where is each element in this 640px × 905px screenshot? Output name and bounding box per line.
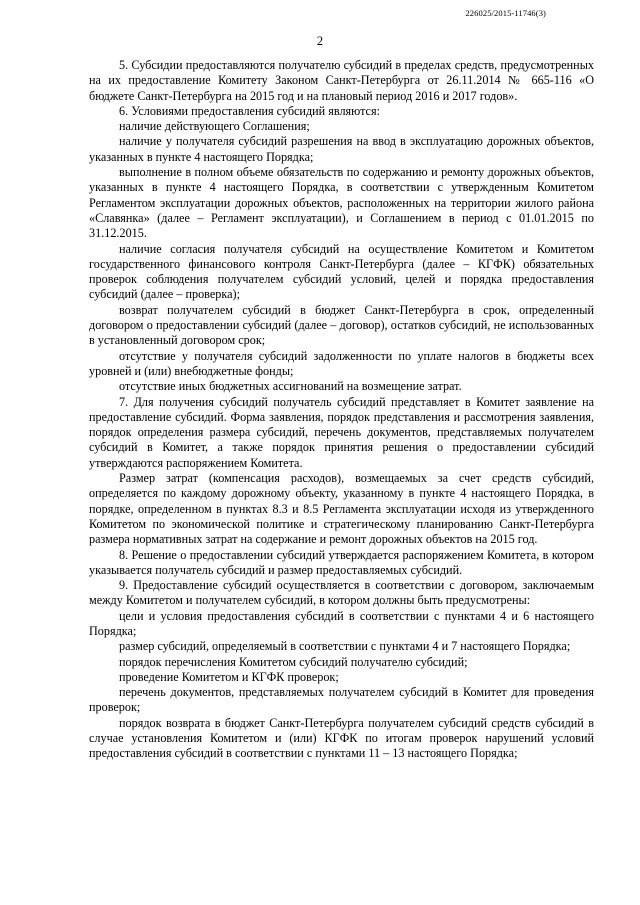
paragraph: 5. Субсидии предоставляются получателю субсидий в пределах средств, предусмотренных на их предоставление Комитету Законом Санкт-Петербурга от 26.11.2014 № 665-116 «О бюджете Санкт-Петербурга на 2015 год и на плановый период 2016 и 2017 годов». — [89, 58, 594, 103]
paragraph: возврат получателем субсидий в бюджет Санкт-Петербурга в срок, определенный договором о предоставлении субсидий (далее – договор), остатков субсидий, не использованных в установленный договором срок; — [89, 302, 594, 348]
paragraph: проведение Комитетом и КГФК проверок; — [119, 669, 339, 684]
paragraph: 7. Для получения субсидий получатель субсидий представляет в Комитет заявление на предоставление субсидий. Форма заявления, порядок представления и рассмотрения заявления, порядок определения размера субсидий, перечень документов, представляемых получателем субсидий в Комитет, а также порядок принятия решения о предоставлении субсидий утверждаются распоряжением Комитета. — [89, 394, 594, 470]
paragraph: выполнение в полном объеме обязательств по содержанию и ремонту дорожных объектов, указанных в пункте 4 настоящего Порядка, в соответствии с утвержденным Комитетом Регламентом эксплуатации дорожных объектов, расположенных на территории жилого района «Славянка» (далее – Регламент эксплуатации), и Соглашением в период с 01.01.2015 по 31.12.2015. — [89, 165, 594, 241]
document-number: 226025/2015-11746(3) — [465, 8, 546, 18]
paragraph: порядок перечисления Комитетом субсидий получателю субсидий; — [119, 654, 468, 669]
paragraph: наличие у получателя субсидий разрешения на ввод в эксплуатацию дорожных объектов, указанных в пункте 4 настоящего Порядка; — [89, 134, 594, 164]
paragraph: цели и условия предоставления субсидий в соответствии с пунктами 4 и 6 настоящего Порядка; — [89, 608, 594, 638]
paragraph: размер субсидий, определяемый в соответствии с пунктами 4 и 7 настоящего Порядка; — [119, 639, 571, 654]
paragraph: наличие согласия получателя субсидий на осуществление Комитетом и Комитетом государственного финансового контроля Санкт-Петербурга (далее – КГФК) обязательных проверок соблюдения получателем субсидий условий, целей и порядка предоставления субсидий (далее – проверка); — [89, 241, 594, 302]
paragraph: отсутствие у получателя субсидий задолженности по уплате налогов в бюджеты всех уровней и (или) внебюджетные фонды; — [89, 348, 594, 378]
paragraph: 9. Предоставление субсидий осуществляется в соответствии с договором, заключаемым между Комитетом и получателем субсидий, в котором должны быть предусмотрены: — [89, 578, 594, 608]
paragraph: 8. Решение о предоставлении субсидий утверждается распоряжением Комитета, в котором указывается получатель субсидий и размер предоставляемых субсидий. — [89, 547, 594, 577]
paragraph: отсутствие иных бюджетных ассигнований на возмещение затрат. — [119, 379, 462, 394]
paragraph: порядок возврата в бюджет Санкт-Петербурга получателем субсидий средств субсидий в случае установления Комитетом и (или) КГФК по итогам проверок нарушений условий предоставления субсидий в соответствии с пунктами 11 – 13 настоящего Порядка; — [89, 715, 594, 761]
document-body — [89, 58, 594, 762]
paragraph: перечень документов, представляемых получателем субсидий в Комитет для проведения проверок; — [89, 685, 594, 715]
page-number: 2 — [316, 34, 324, 48]
paragraph: наличие действующего Соглашения; — [119, 119, 310, 134]
paragraph: Размер затрат (компенсация расходов), возмещаемых за счет средств субсидий, определяется по каждому дорожному объекту, указанному в пункте 4 настоящего Порядка, в порядке, определенном в пунктах 8.3 и 8.5 Регламента эксплуатации исходя из утвержденного Комитетом по экономической политике и стратегическому планированию Санкт-Петербурга размера нормативных затрат на содержание и ремонт дорожных объектов на 2015 год. — [89, 471, 594, 547]
paragraph: 6. Условиями предоставления субсидий являются: — [119, 103, 380, 118]
